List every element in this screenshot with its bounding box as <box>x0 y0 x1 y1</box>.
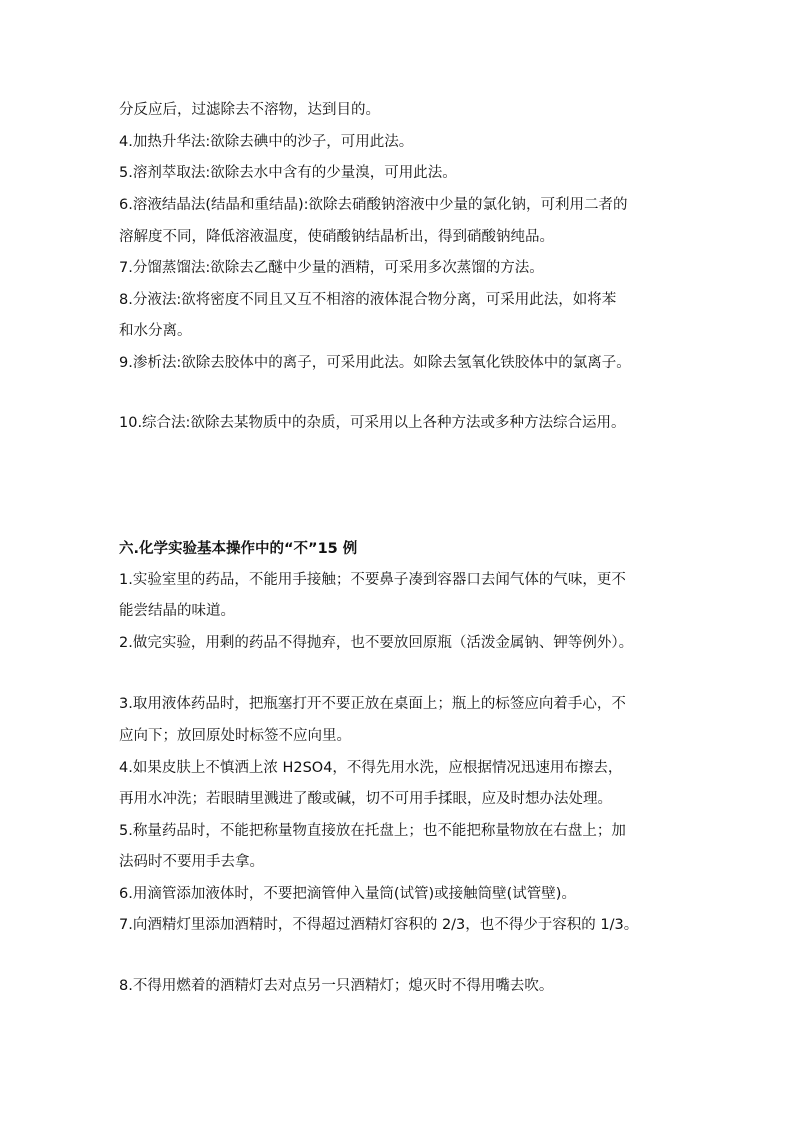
text-line: 溶解度不同，降低溶液温度，使硝酸钠结晶析出，得到硝酸钠纯品。 <box>119 229 554 245</box>
section-heading: 六.化学实验基本操作中的“不”15 例 <box>119 541 358 557</box>
text-line: 再用水冲洗；若眼睛里溅进了酸或碱，切不可用手揉眼，应及时想办法处理。 <box>119 791 612 807</box>
text-line: 法码时不要用手去拿。 <box>119 854 264 870</box>
text-line: 3.取用液体药品时，把瓶塞打开不要正放在桌面上；瓶上的标签应向着手心，不 <box>119 696 626 712</box>
text-line: 5.溶剂萃取法:欲除去水中含有的少量溴，可用此法。 <box>119 165 457 181</box>
text-line: 6.用滴管添加液体时，不要把滴管伸入量筒(试管)或接触筒壁(试管壁)。 <box>119 886 576 902</box>
text-line: 6.溶液结晶法(结晶和重结晶):欲除去硝酸钠溶液中少量的氯化钠，可利用二者的 <box>119 197 628 213</box>
text-line: 7.向酒精灯里添加酒精时，不得超过酒精灯容积的 2/3，也不得少于容积的 1/3。 <box>119 917 639 933</box>
text-line: 8.不得用燃着的酒精灯去对点另一只酒精灯；熄灭时不得用嘴去吹。 <box>119 978 554 994</box>
text-line: 2.做完实验，用剩的药品不得抛弃，也不要放回原瓶（活泼金属钠、钾等例外）。 <box>119 635 634 651</box>
text-line: 应向下；放回原处时标签不应向里。 <box>119 728 351 744</box>
text-line: 分反应后，过滤除去不溶物，达到目的。 <box>119 102 380 118</box>
text-line: 8.分液法:欲将密度不同且又互不相溶的液体混合物分离，可采用此法，如将苯 <box>119 292 617 308</box>
text-line: 4.加热升华法:欲除去碘中的沙子，可用此法。 <box>119 134 414 150</box>
text-line: 和水分离。 <box>119 323 192 339</box>
text-line: 9.渗析法:欲除去胶体中的离子，可采用此法。如除去氢氧化铁胶体中的氯离子。 <box>119 355 631 371</box>
text-line: 4.如果皮肤上不慎洒上浓 H2SO4，不得先用水洗，应根据情况迅速用布擦去， <box>119 760 623 776</box>
text-line: 10.综合法:欲除去某物质中的杂质，可采用以上各种方法或多种方法综合运用。 <box>119 415 626 431</box>
text-line: 1.实验室里的药品，不能用手接触；不要鼻子凑到容器口去闻气体的气味，更不 <box>119 572 626 588</box>
text-line: 5.称量药品时，不能把称量物直接放在托盘上；也不能把称量物放在右盘上；加 <box>119 823 626 839</box>
text-line: 能尝结晶的味道。 <box>119 603 235 619</box>
text-line: 7.分馏蒸馏法:欲除去乙醚中少量的酒精，可采用多次蒸馏的方法。 <box>119 260 544 276</box>
